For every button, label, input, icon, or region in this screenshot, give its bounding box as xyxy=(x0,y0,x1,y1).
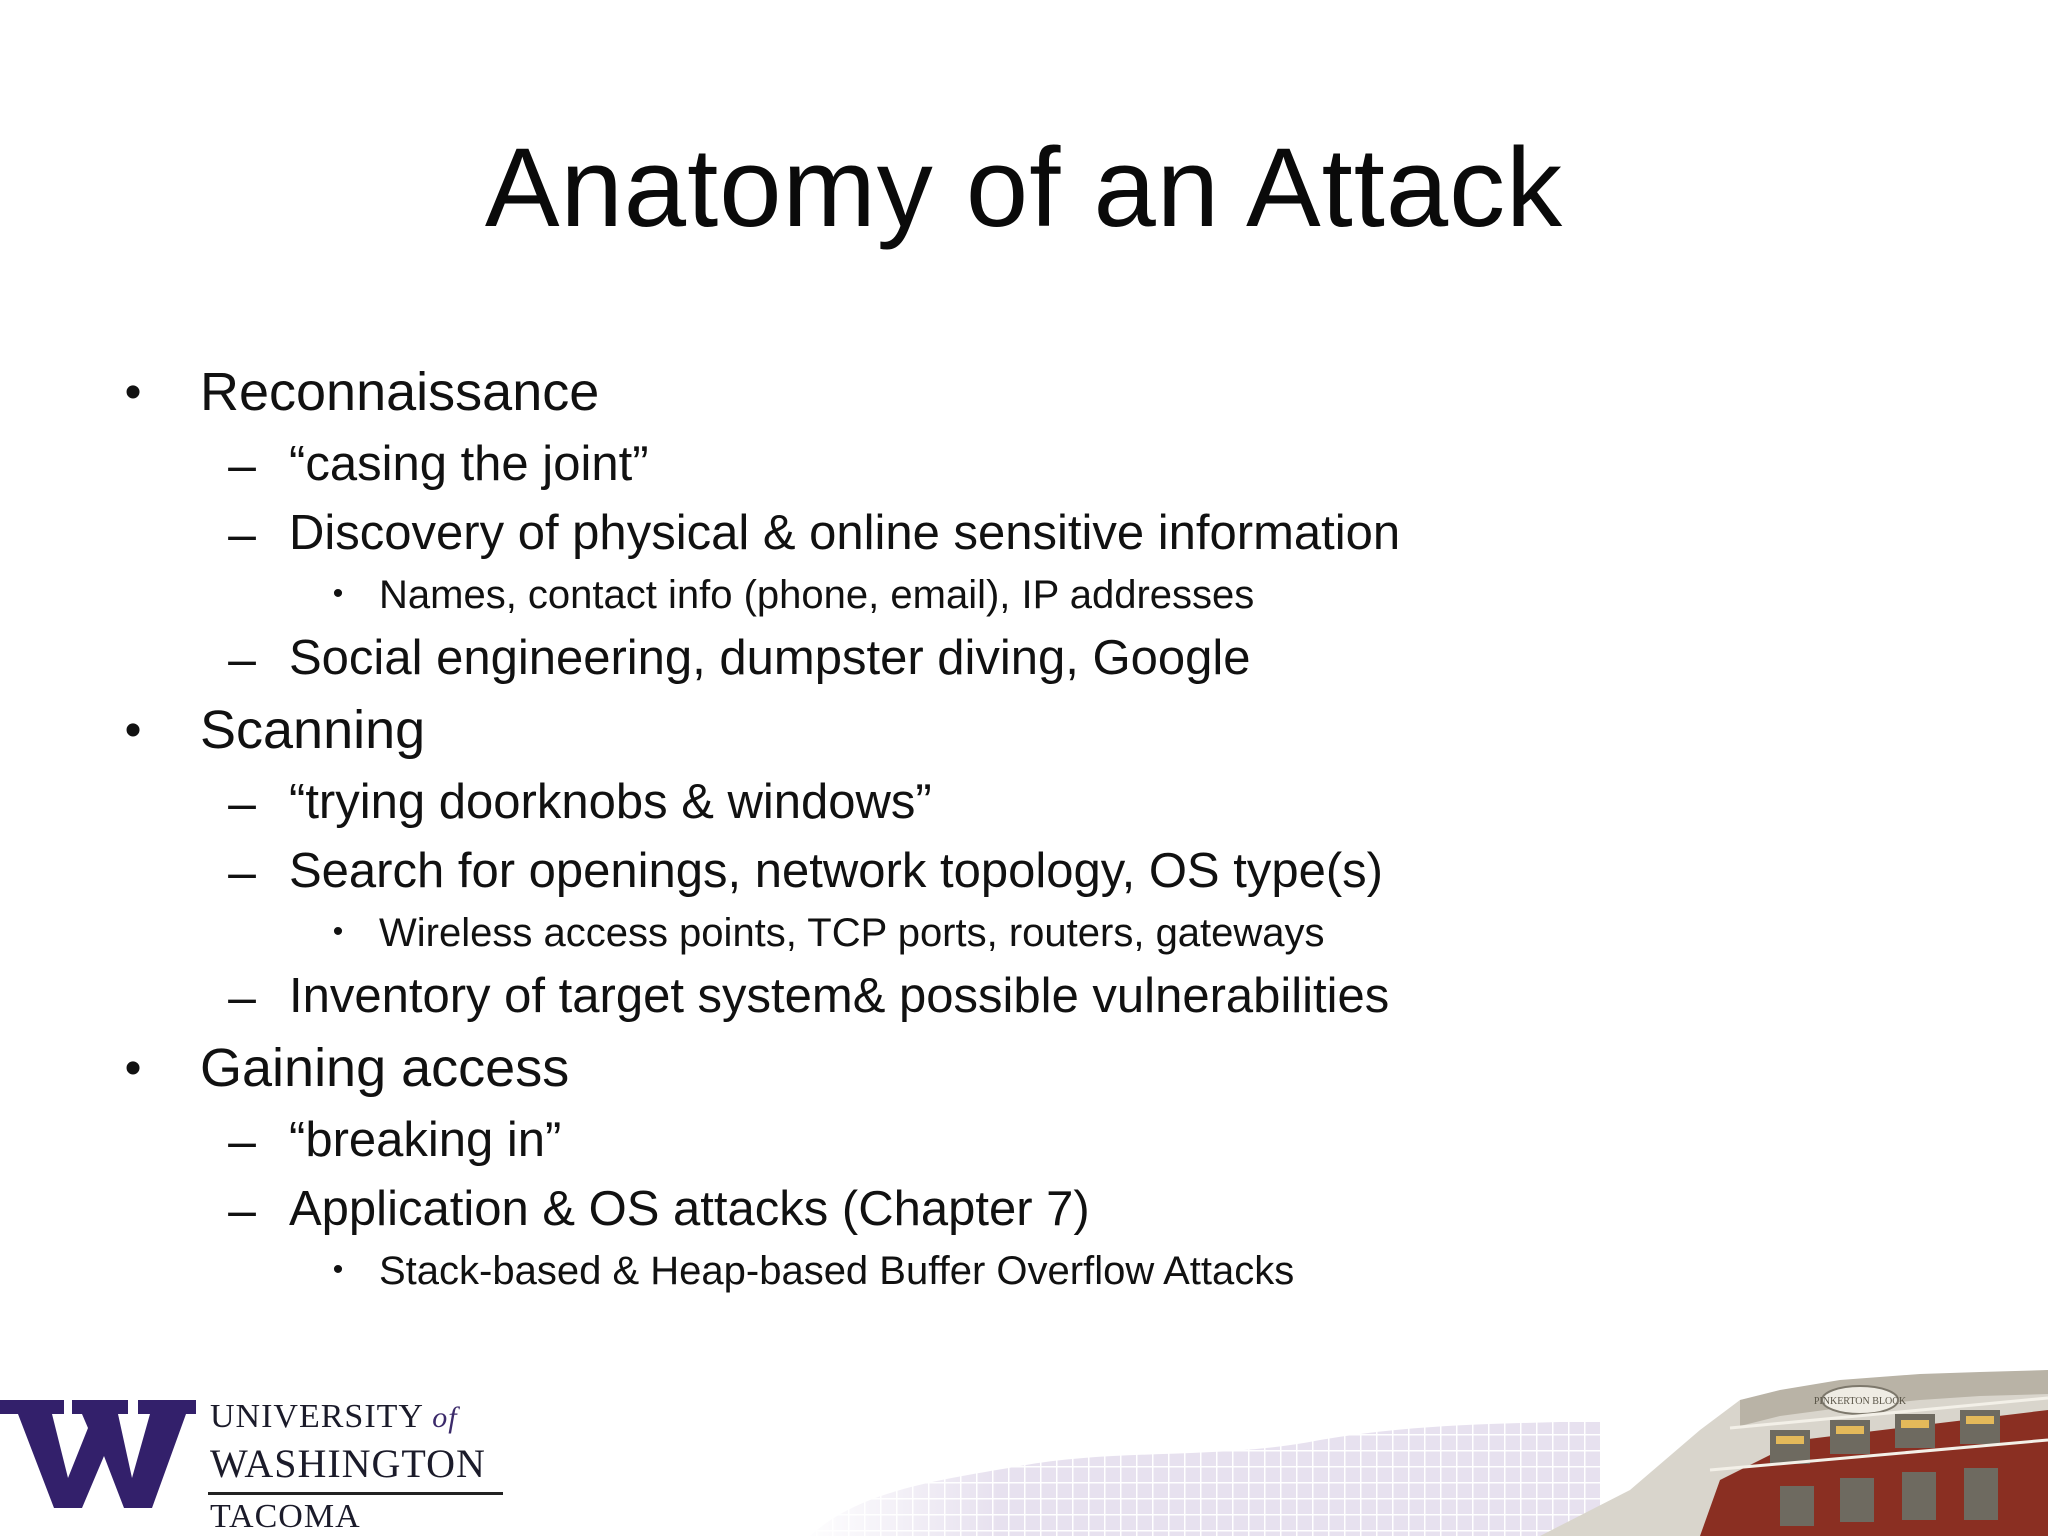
bullet-text: Search for openings, network topology, OS type(s) xyxy=(289,844,1383,898)
university-logo xyxy=(0,1398,520,1536)
bullet-marker: • xyxy=(124,704,142,757)
bullet-marker: • xyxy=(124,366,142,419)
bullet-marker: – xyxy=(228,1113,256,1169)
bullet-text: “breaking in” xyxy=(289,1113,562,1167)
bullet-marker: • xyxy=(332,915,344,948)
bullet-text: Wireless access points, TCP ports, routers, gateways xyxy=(379,911,1325,955)
bullet-marker: – xyxy=(228,437,256,493)
footer xyxy=(0,1370,2048,1536)
decorative-grid-graphic xyxy=(800,1370,1600,1536)
bullet-text: Application & OS attacks (Chapter 7) xyxy=(289,1182,1090,1236)
building-sign-text: PINKERTON BLOCK xyxy=(1813,1396,1907,1407)
wordmark-washington: WASHINGTON xyxy=(210,1441,486,1486)
bullet-marker: • xyxy=(124,1042,142,1095)
bullet-text: Inventory of target system& possible vulnerabilities xyxy=(289,969,1390,1023)
bullet-text: Gaining access xyxy=(200,1038,570,1098)
bullet-text: “casing the joint” xyxy=(289,437,649,491)
bullet-text: Discovery of physical & online sensitive information xyxy=(289,506,1401,560)
uw-w-logo-icon xyxy=(0,1398,200,1510)
bullet-marker: – xyxy=(228,775,256,831)
wordmark-line1 xyxy=(210,1398,458,1436)
wordmark-university: UNIVERSITY xyxy=(210,1398,423,1435)
bullet-text: “trying doorknobs & windows” xyxy=(289,775,932,829)
bullet-marker: – xyxy=(228,631,256,687)
bullet-text: Names, contact info (phone, email), IP addresses xyxy=(379,573,1255,617)
slide-title: Anatomy of an Attack xyxy=(484,125,1564,250)
wordmark-tacoma: TACOMA xyxy=(210,1498,361,1535)
bullet-marker: – xyxy=(228,1182,256,1238)
bullet-marker: – xyxy=(228,506,256,562)
bullet-text: Reconnaissance xyxy=(200,362,600,422)
bullet-marker: • xyxy=(332,577,344,610)
wordmark-divider xyxy=(208,1492,503,1495)
bullet-marker: – xyxy=(228,969,256,1025)
wordmark-of: of xyxy=(432,1401,458,1434)
bullet-text: Scanning xyxy=(200,700,426,760)
bullet-marker: – xyxy=(228,844,256,900)
building-illustration xyxy=(1540,1370,2048,1536)
bullet-text: Social engineering, dumpster diving, Google xyxy=(289,631,1251,685)
bullet-marker: • xyxy=(332,1253,344,1286)
bullet-text: Stack-based & Heap-based Buffer Overflow Attacks xyxy=(379,1249,1295,1293)
